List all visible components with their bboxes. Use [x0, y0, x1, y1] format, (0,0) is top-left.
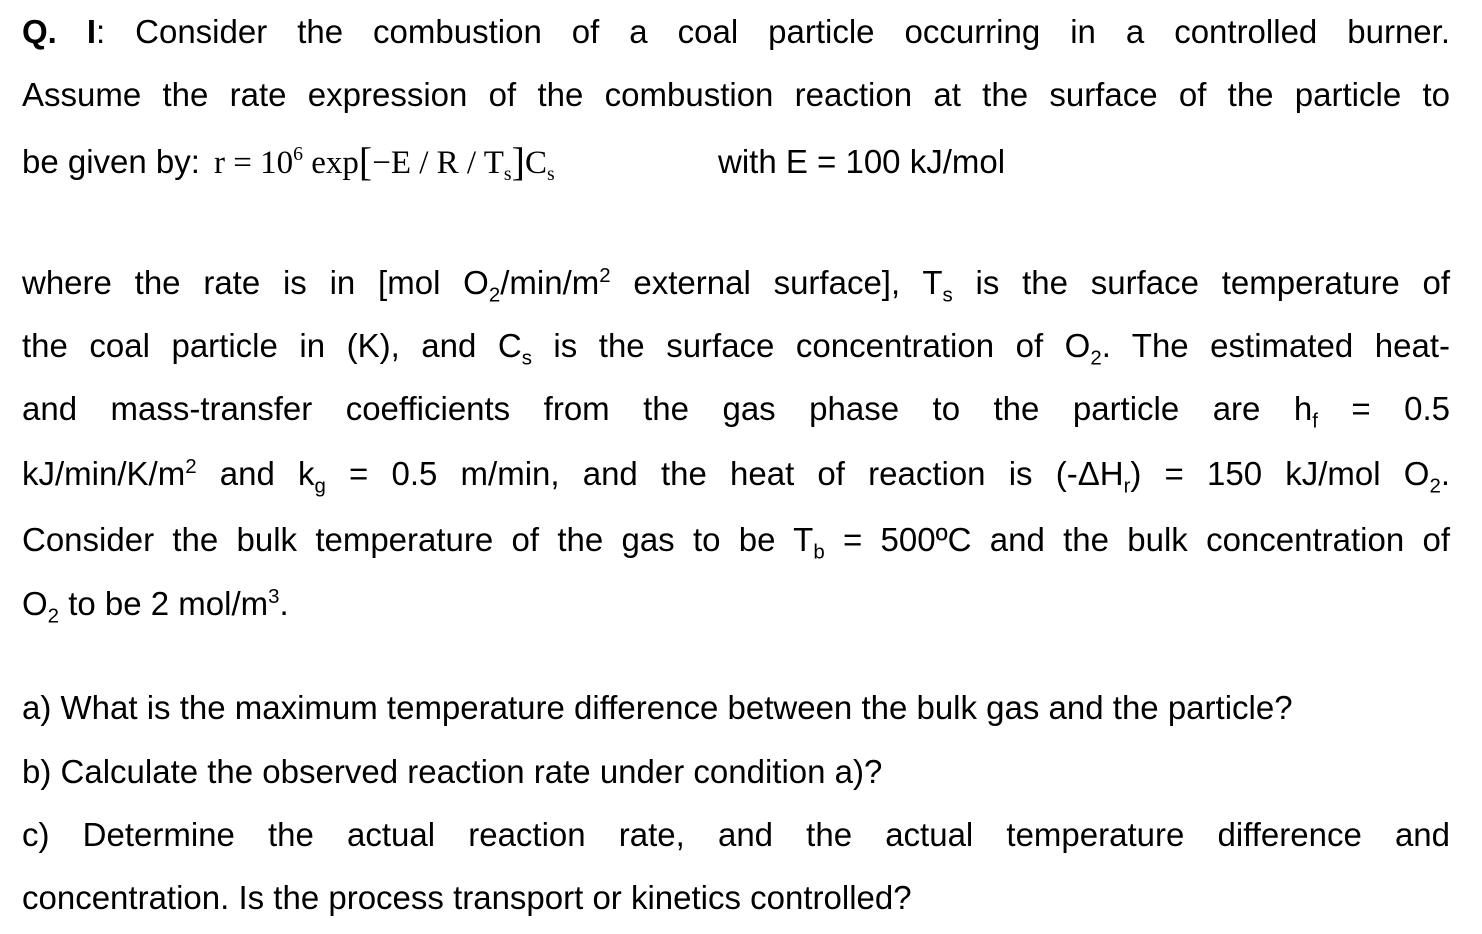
p4-sup-2: 2: [185, 455, 197, 478]
part-a: a) What is the maximum temperature difference between the bulk gas and the particle?: [22, 689, 1293, 726]
formula-c: C: [524, 145, 547, 181]
rate-formula: [213, 139, 555, 185]
paragraph-line-4: [22, 454, 1450, 498]
p1-sub-2: 2: [488, 283, 501, 307]
formula-left-bracket: [: [358, 139, 373, 184]
p2-text-b: is the surface concentration of O: [531, 327, 1091, 364]
p2-sub-2: 2: [1090, 346, 1102, 370]
p4-sub-r: r: [1123, 474, 1131, 498]
paragraph-line-5: [22, 520, 1451, 564]
p4-sub-2: 2: [1429, 474, 1441, 498]
formula-sub-s2: s: [546, 162, 555, 185]
p6-text-c: .: [279, 585, 289, 622]
activation-energy-note: with E = 100 kJ/mol: [718, 143, 1006, 180]
formula-sub-s: s: [503, 162, 512, 185]
p5-text-a: Consider the bulk temperature of the gas to be T: [22, 521, 814, 558]
paragraph-line-3: [22, 389, 1451, 433]
p2-text-c: . The estimated heat-: [1101, 327, 1450, 364]
p4-text-d: ) = 150 kJ/mol O: [1130, 455, 1430, 492]
p3-sub-f: f: [1312, 409, 1318, 433]
p1-sup-2: 2: [599, 264, 611, 287]
p3-text-b: = 0.5: [1317, 390, 1451, 427]
p4-sub-g: g: [314, 474, 326, 498]
p4-text-a: kJ/min/K/m: [22, 455, 186, 492]
p6-sup-3: 3: [268, 585, 280, 608]
question-intro-1: : Consider the combustion of a coal particle occurring in a controlled burner.: [96, 13, 1450, 50]
p1-text-c: external surface], T: [610, 264, 943, 301]
p3-text-a: and mass-transfer coefficients from the gas phase to the particle are h: [22, 390, 1313, 427]
p4-text-c: = 0.5 m/min, and the heat of reaction is (-ΔH: [325, 455, 1124, 492]
formula-r: r: [213, 145, 225, 181]
part-c-line-2: concentration. Is the process transport or kinetics controlled?: [22, 879, 912, 916]
p2-text-a: the coal particle in (K), and C: [22, 327, 522, 364]
formula-inner: −E / R / T: [372, 145, 504, 181]
p4-text-e: .: [1440, 455, 1450, 492]
part-c-line-1: c) Determine the actual reaction rate, and the actual temperature difference and: [22, 816, 1450, 853]
p1-text-d: is the surface temperature of: [952, 264, 1450, 301]
p6-sub-2: 2: [47, 604, 60, 628]
question-intro-2: Assume the rate expression of the combustion reaction at the surface of the particle to: [22, 76, 1450, 113]
formula-exp: exp: [302, 145, 359, 181]
question-header-line: [22, 12, 1450, 52]
p5-text-b: = 500ºC and the bulk concentration of: [824, 521, 1451, 558]
formula-right-bracket: ]: [511, 139, 525, 184]
p6-text-a: O: [22, 585, 48, 622]
formula-exponent: 6: [293, 143, 303, 166]
p6-text-b: to be 2 mol/m: [59, 585, 269, 622]
part-b: b) Calculate the observed reaction rate under condition a)?: [22, 753, 883, 790]
p4-text-b: and k: [196, 455, 315, 492]
p2-sub-s: s: [521, 346, 532, 370]
formula-eq: = 10: [224, 145, 294, 181]
rate-expression-line: [22, 139, 555, 185]
p1-sub-s: s: [942, 283, 953, 307]
p5-sub-b: b: [813, 540, 825, 564]
paragraph-line-2: [22, 326, 1450, 370]
question-label: Q. I: [22, 13, 96, 50]
rate-expression-prefix: be given by:: [22, 143, 200, 180]
p1-text-b: /min/m: [500, 264, 600, 301]
paragraph-line-1: [22, 263, 1450, 307]
p1-text-a: where the rate is in [mol O: [22, 264, 489, 301]
paragraph-line-6: [22, 584, 289, 628]
